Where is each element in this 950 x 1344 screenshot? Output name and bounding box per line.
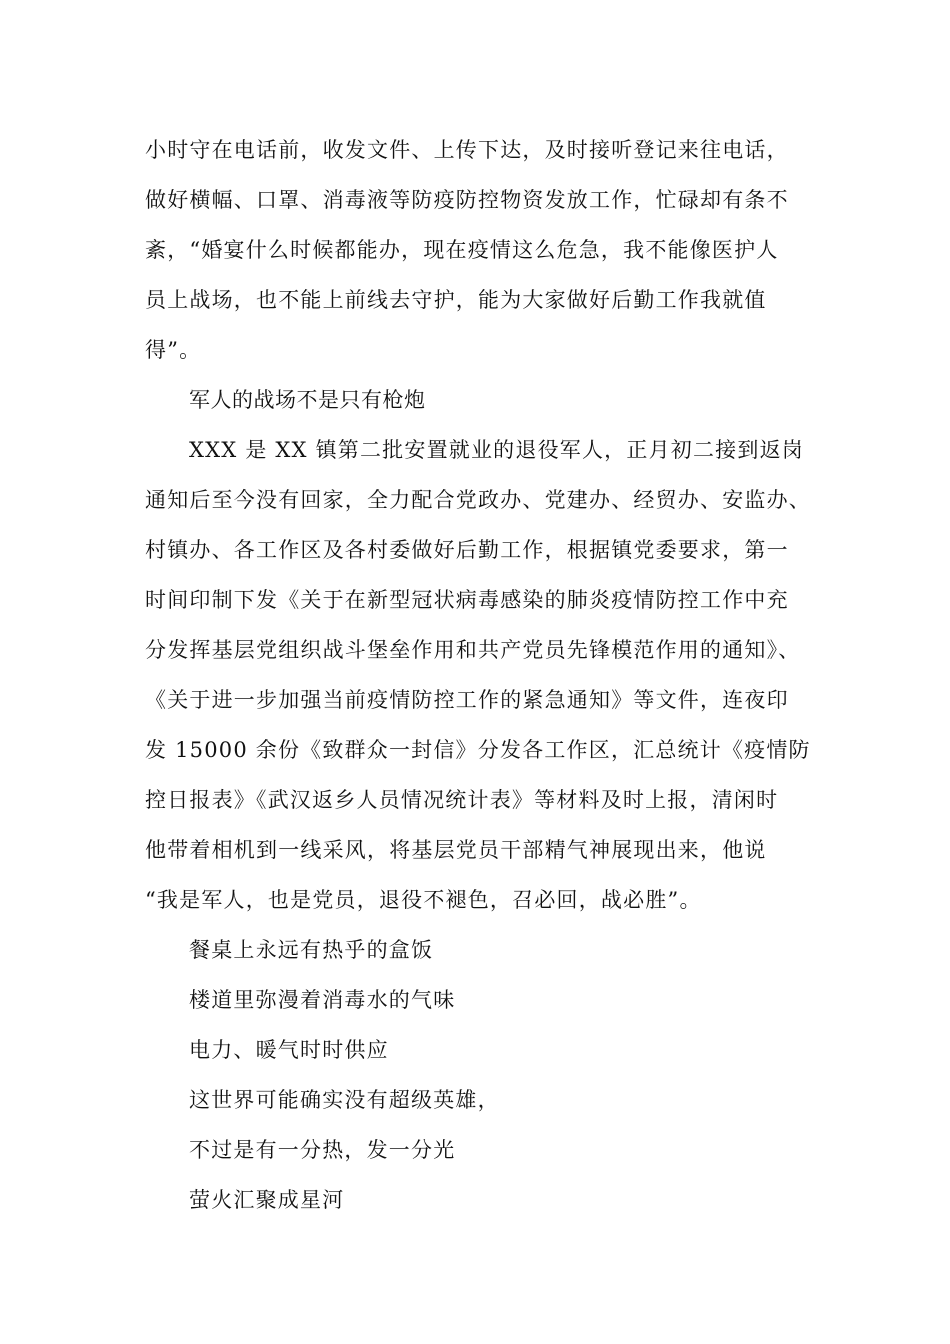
poem-line-4: 这世界可能确实没有超级英雄， (189, 1088, 500, 1112)
paragraph2-line-1: XXX 是 XX 镇第二批安置就业的退役军人，正月初二接到返岗 (189, 438, 804, 462)
paragraph1-line-5: 得”。 (145, 338, 202, 362)
poem-line-2: 楼道里弥漫着消毒水的气味 (189, 988, 456, 1012)
paragraph2-line-9: 他带着相机到一线采风，将基层党员干部精气神展现出来，他说 (145, 838, 767, 862)
paragraph2-line-3: 村镇办、各工作区及各村委做好后勤工作，根据镇党委要求，第一 (145, 538, 789, 562)
paragraph2-line-4: 时间印制下发《关于在新型冠状病毒感染的肺炎疫情防控工作中充 (145, 588, 789, 612)
paragraph2-line-7: 发 15000 余份《致群众一封信》分发各工作区，汇总统计《疫情防 (145, 738, 811, 762)
paragraph2-line-8: 控日报表》《武汉返乡人员情况统计表》等材料及时上报，清闲时 (145, 788, 779, 812)
paragraph2-line-10: “我是军人，也是党员，退役不褪色，召必回，战必胜”。 (145, 888, 702, 912)
document-body (145, 0, 815, 1344)
paragraph1-line-2: 做好横幅、口罩、消毒液等防疫防控物资发放工作，忙碌却有条不 (145, 188, 789, 212)
section-heading: 军人的战场不是只有枪炮 (189, 388, 426, 412)
paragraph1-line-3: 紊，“婚宴什么时候都能办，现在疫情这么危急，我不能像医护人 (145, 238, 779, 262)
paragraph1-line-4: 员上战场，也不能上前线去守护，能为大家做好后勤工作我就值 (145, 288, 767, 312)
poem-line-5: 不过是有一分热，发一分光 (189, 1138, 456, 1162)
poem-line-6: 萤火汇聚成星河 (189, 1188, 345, 1212)
poem-line-1: 餐桌上永远有热乎的盒饭 (189, 938, 434, 962)
paragraph2-line-2: 通知后至今没有回家，全力配合党政办、党建办、经贸办、安监办、 (145, 488, 811, 512)
paragraph2-line-5: 分发挥基层党组织战斗堡垒作用和共产党员先锋模范作用的通知》、 (145, 638, 801, 662)
paragraph1-line-1: 小时守在电话前，收发文件、上传下达，及时接听登记来往电话， (145, 138, 789, 162)
paragraph2-line-6: 《关于进一步加强当前疫情防控工作的紧急通知》等文件，连夜印 (145, 688, 789, 712)
poem-line-3: 电力、暖气时时供应 (189, 1038, 389, 1062)
